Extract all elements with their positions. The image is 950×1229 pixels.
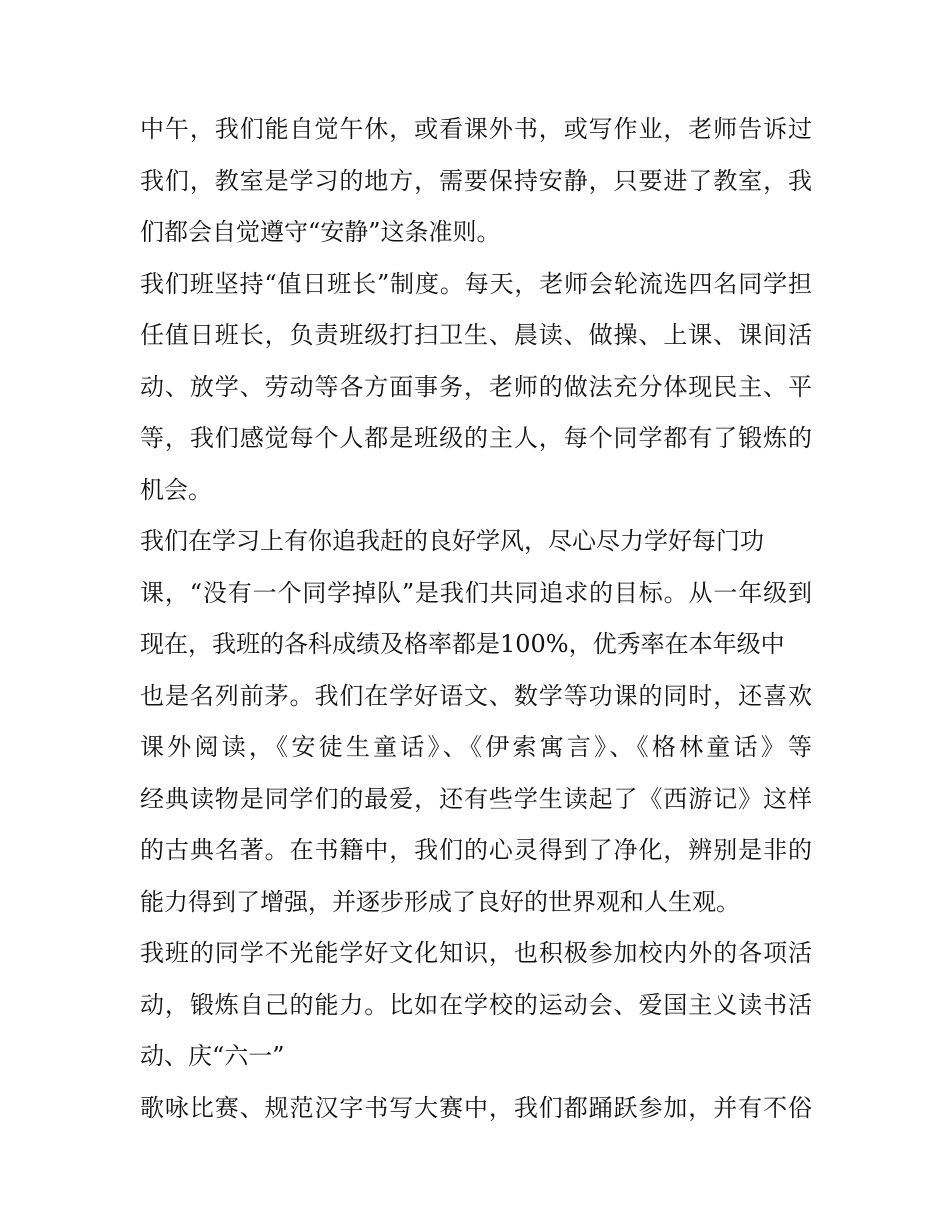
text-line: 动，锻炼自己的能力。比如在学校的运动会、爱国主义读书活: [140, 990, 812, 1019]
text-line: 们都会自觉遵守“安静”这条准则。: [140, 218, 501, 246]
text-line: 的古典名著。在书籍中，我们的心灵得到了净化，辨别是非的: [140, 836, 812, 864]
text-line: 我们，教室是学习的地方，需要保持安静，只要进了教室，我: [140, 166, 812, 195]
text-line: 动、放学、劳动等各方面事务，老师的做法充分体现民主、平: [140, 372, 812, 401]
text-line: 我们班坚持“值日班长”制度。每天，老师会轮流选四名同学担: [140, 269, 812, 298]
text-line: 动、庆“六一”: [140, 1042, 285, 1070]
body-text: [140, 104, 812, 1134]
text-line: 经典读物是同学们的最爱，还有些学生读起了《西游记》这样: [140, 784, 812, 813]
text-line: 等，我们感觉每个人都是班级的主人，每个同学都有了锻炼的: [140, 424, 812, 452]
text-line: 课，“没有一个同学掉队”是我们共同追求的目标。从一年级到: [140, 578, 812, 607]
text-line: 课外阅读，《安徒生童话》、《伊索寓言》、《格林童话》等: [140, 733, 812, 761]
text-line: 我班的同学不光能学好文化知识，也积极参加校内外的各项活: [140, 939, 812, 967]
text-line: 任值日班长，负责班级打扫卫生、晨读、做操、上课、课间活: [140, 321, 812, 349]
text-line: 也是名列前茅。我们在学好语文、数学等功课的同时，还喜欢: [140, 681, 812, 710]
text-line: 现在，我班的各科成绩及格率都是100%，优秀率在本年级中: [140, 630, 785, 658]
text-line: 中午，我们能自觉午休，或看课外书，或写作业，老师告诉过: [140, 115, 812, 143]
text-line: 我们在学习上有你追我赶的良好学风，尽心尽力学好每门功: [140, 527, 764, 555]
text-line: 歌咏比赛、规范汉字书写大赛中，我们都踊跃参加，并有不俗: [140, 1093, 812, 1122]
text-line: 能力得到了增强，并逐步形成了良好的世界观和人生观。: [140, 887, 740, 916]
text-line: 机会。: [140, 475, 212, 504]
